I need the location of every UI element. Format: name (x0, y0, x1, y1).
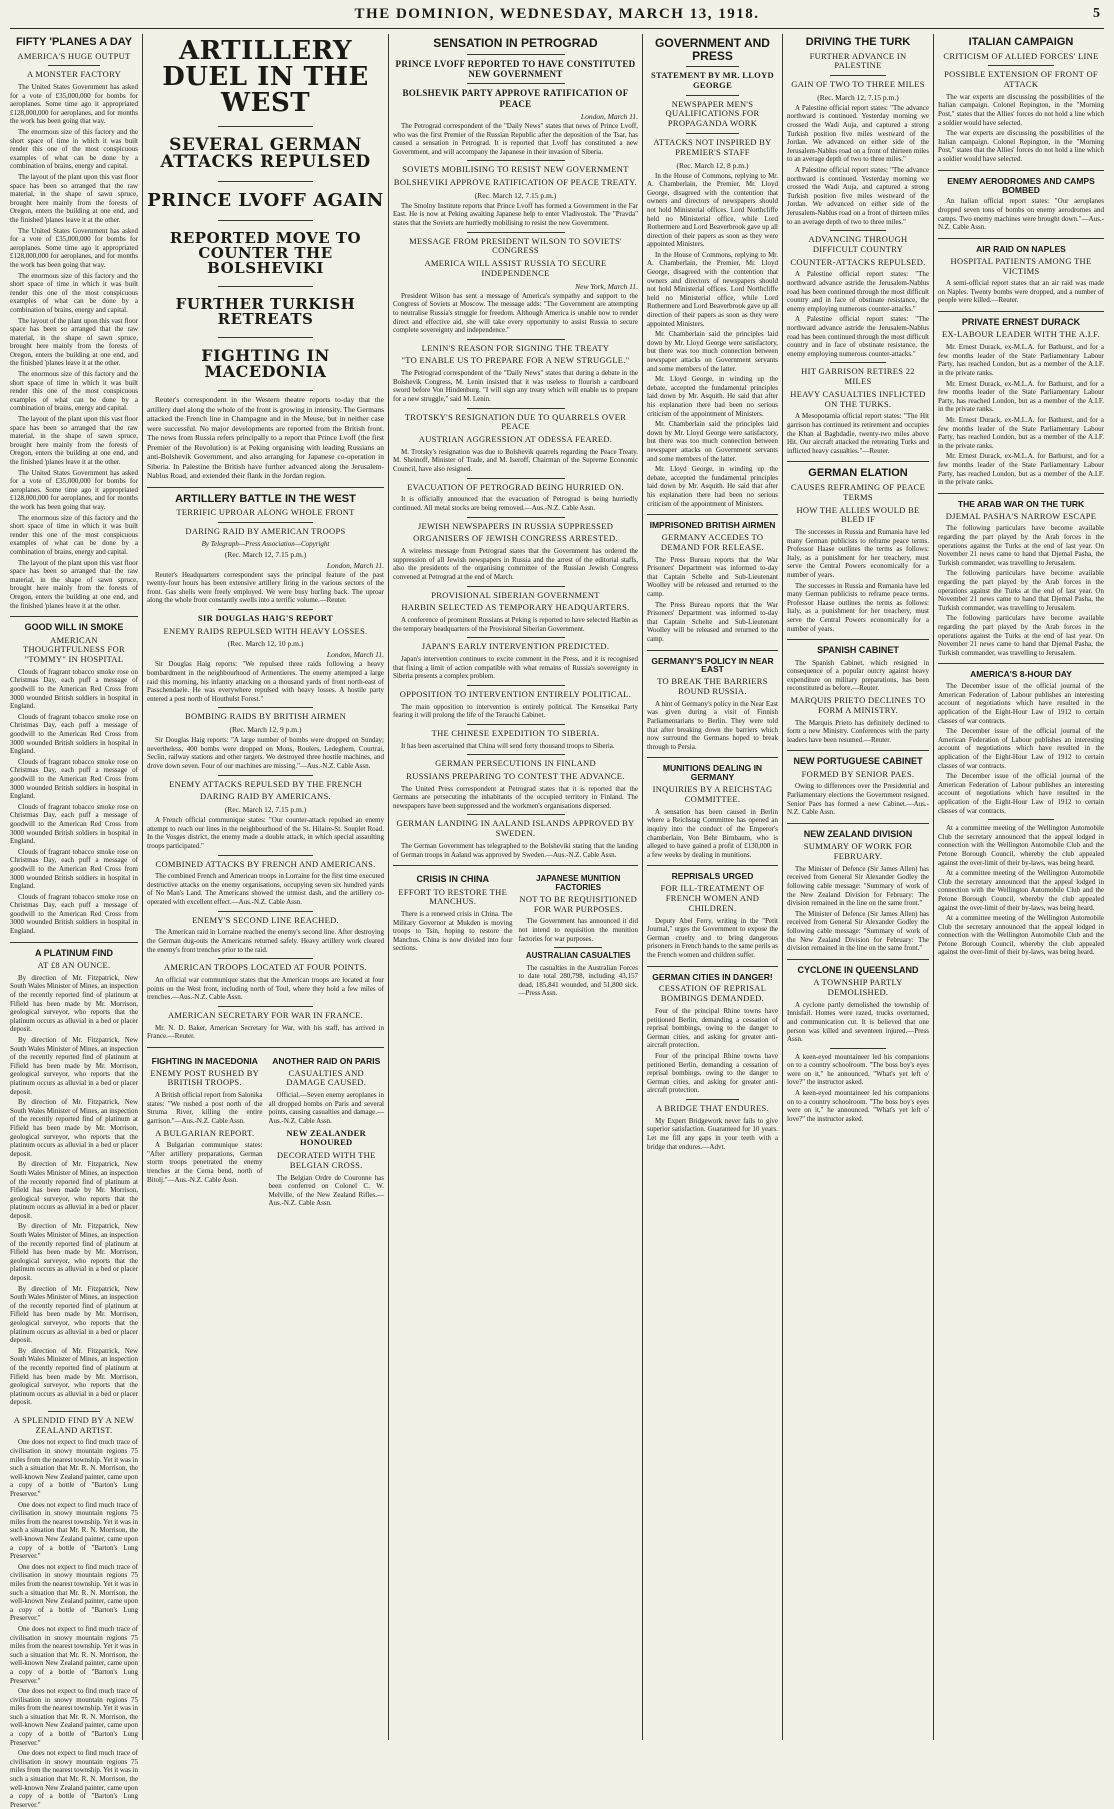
subheading: INQUIRIES BY A REICHSTAG COMMITTEE. (652, 784, 773, 805)
article-paragraph: Japan's intervention continues to excite comment in the Press, and it is recognised that fixing a limit of action compatible with what remains of Russia's sovereignty in Siberia presents a complex problem. (393, 655, 638, 681)
subheading: AMERICA WILL ASSIST RUSSIA TO SECURE INDEPENDENCE (424, 258, 607, 278)
article-paragraph: Clouds of fragrant tobacco smoke rose on Christmas Day, each puff a message of goodwill to the American Red Cross from 3000 wounded British soldiers in hospital in England. (10, 667, 138, 711)
article-paragraph: Official.—Seven enemy aeroplanes in all dropped bombs on Paris and several points, causing casualties and damage.—Aus.-N.Z. Cable Assn. (268, 1091, 384, 1125)
subheading: A TOWNSHIP PARTLY DEMOLISHED. (813, 977, 903, 997)
subheading: AMERICAN THOUGHTFULNESS FOR "TOMMY" IN HOSPITAL (23, 634, 125, 665)
subheading: BOLSHEVIKI APPROVE RATIFICATION OF PEACE TREATY. (393, 177, 638, 188)
subheading: HARBIN SELECTED AS TEMPORARY HEADQUARTERS. (401, 602, 630, 613)
article-paragraph: Mr. Ernest Durack, ex-M.L.A. for Bathurst, and for a few months leader of the State Parliamentary Labour Party, has reached London, but as a member of the A.I.F. in the private ranks. (938, 452, 1104, 487)
article-paragraph: Clouds of fragrant tobacco smoke rose on Christmas Day, each puff a message of goodwill to the American Red Cross from 3000 wounded British soldiers in hospital in England. (10, 757, 138, 801)
article-paragraph: By direction of Mr. Fitzpatrick, New South Wales Minister of Mines, an inspection of the recently reported find of platinum at Fifield has been made by Mr. Morrison, geological surveyor, who reports that the platinum occurs as alluvial in a bed or placer deposit. (10, 1160, 138, 1220)
article-paragraph: The Smolny Institute reports that Prince Lvoff has formed a Government in the Far East. He is now at Peking awaiting Japanese help to enter Vladivostok. The "Pravda" states that the Soviets are hurriedly mobilising to resist the new Government. (393, 201, 638, 228)
article-paragraph: In the House of Commons, replying to Mr. A. Chamberlain, the Premier, Mr. Lloyd George, disagreed with the contention that owners and directors of newspapers should not hold Ministerial offices. Lord Northcliffe held no Ministerial office, while Lord Rothermere and Lord Beaverbrook gave up all direction of their papers as soon as they were appointed Ministers. (647, 250, 778, 328)
article-paragraph: The successes in Russia and Rumania have led many German publicists to reframe peace terms. Professor Haase outlines the terms as follows: Italy, as a punishment for her treachery, must serve the Central Powers economically for a number of years. (787, 581, 929, 633)
subheading: A BRIDGE THAT ENDURES. (655, 1102, 770, 1113)
article-paragraph: A keen-eyed mountaineer led his companions on to a country schoolroom. "The boss boy's eyes were on it," he announced. "What's yet left o' love?" the instructor asked. (787, 1052, 929, 1087)
article-paragraph: The German Government has telegraphed to the Bolsheviki stating that the landing of German troops in Aaland was approved by Sweden.—Aus.-N.Z. Cable Assn. (393, 841, 638, 859)
subheading: A MONSTER FACTORY (26, 69, 122, 80)
article-paragraph: Clouds of fragrant tobacco smoke rose on Christmas Day, each puff a message of goodwill to the American Red Cross from 3000 wounded British soldiers in hospital in England. (10, 712, 138, 756)
received-date: (Rec. March 12, 7.15 p.m.) (224, 805, 307, 815)
column-5 (787, 34, 929, 1740)
headline: ENEMY AERODROMES AND CAMPS BOMBED (947, 175, 1095, 195)
article-paragraph: The United Press correspondent at Petrograd states that it is reported that the Germans are persecuting the inhabitants of the occupied territory in Finland. The newspapers have been suppressed and the workmen's organisations dispersed. (393, 784, 638, 810)
fighting-macedonia-box (147, 1054, 263, 1210)
article-paragraph: Mr. Chamberlain said the principles laid down by Mr. Lloyd George were satisfactory, but there was too much connection between newspaper attacks on Government servants and some members of the latter. (647, 420, 778, 463)
subheading: "TO ENABLE US TO PREPARE FOR A NEW STRUGGLE." (401, 355, 630, 366)
crisis-china-box (393, 872, 513, 1000)
article-paragraph: It is officially announced that the evacuation of Petrograd is being hurriedly continued. All metal stocks are being removed.—Aus.-N.Z. Cable Assn. (393, 495, 638, 513)
main-headline: SEVERAL GERMAN ATTACKS REPULSED (160, 135, 371, 172)
column-rule (142, 34, 143, 1740)
bottom-boxes (393, 872, 638, 1000)
article-paragraph: Mr. Ernest Durack, ex-M.L.A. for Bathurst, and for a few months leader of the State Parliamentary Labour Party, has reached London, but as a member of the A.I.F. in the private ranks. (938, 343, 1104, 378)
subheading: ENEMY POST RUSHED BY BRITISH TROOPS. (150, 1067, 260, 1088)
subheading: DJEMAL PASHA'S NARROW ESCAPE (945, 510, 1097, 521)
article-paragraph: The Minister of Defence (Sir James Allen) has received from General Sir Alexander Godley the following cable message: "Summary of work of the New Zealand Division for February: The division remained in the line on the same front." (787, 864, 929, 908)
headline: ANOTHER RAID ON PARIS (272, 1055, 381, 1066)
headline: GERMAN CITIES IN DANGER! (652, 971, 773, 982)
article-paragraph: The layout of the plant upon this vast floor space has been so arranged that the raw material, in the shape of sawn spruce, brought here mainly from the forests of Oregon, enters the building at one end, and the finished 'planes leave it at the other. (10, 415, 138, 467)
article-paragraph: The Spanish Cabinet, which resigned in consequence of a popular outcry against heavy expenditure on military preparations, has been reconstituted as before.—Reuter. (787, 658, 929, 693)
article-paragraph: My Expert Bridgework never fails to give superior satisfaction. Guaranteed for 10 years. Let me fill any gaps in your teeth with a bridge that endures.—Advt. (647, 1116, 778, 1151)
subheading: PROVISIONAL SIBERIAN GOVERNMENT (431, 589, 600, 600)
article-paragraph: A Bulgarian communique states: "After artillery preparations, German storm troops penetrated the enemy trenches at the Cerna bend, north of Bitolj."—Aus.-N.Z. Cable Assn. (147, 1141, 263, 1184)
article-paragraph: Deputy Abel Ferry, writing in the "Petit Journal," urges the Government to expose the German cruelty and to bring dangerous prisoners in French hands to the same perils as the French women and children suffer. (647, 916, 778, 959)
headline: IMPRISONED BRITISH AIRMEN (649, 520, 776, 531)
headline: AIR RAID ON NAPLES (976, 243, 1066, 254)
article-paragraph: A Mesopotamia official report states: "The Hit garrison has continued its retirement and occupies the Khan al Baghdadie, twenty-two miles above Hit. Our aircraft attacked the retreating Turks and inflicted heavy casualties."—Reuter. (787, 412, 929, 455)
subheading: AMERICAN TROOPS LOCATED AT FOUR POINTS. (163, 962, 368, 973)
subheading: GERMANY ACCEDES TO DEMAND FOR RELEASE. (660, 532, 765, 552)
article-paragraph: A Palestine official report states: "The northward advance astride the Jerusalem-Nablus road has been continued through the most difficult country and in face of obstinate resistance, the enemy employing numerous counter-attacks." (787, 270, 929, 313)
main-headline: FURTHER TURKISH RETREATS (175, 295, 356, 328)
article-paragraph: The Petrograd correspondent of the "Daily News" states that news of Prince Lvoff, who was the first Premier of the Russian Republic after the deposition of the Tsar, has caused a sensation in Petrograd. It is reported that Lvoff has constituted a new Government, and will accompany the Japanese in their invasion of Siberia. (393, 121, 638, 156)
subheading: TERRIFIC UPROAR ALONG WHOLE FRONT (176, 507, 355, 518)
subheading: EX-LABOUR LEADER WITH THE A.I.F. (941, 329, 1101, 340)
intro-paragraph: Reuter's correspondent in the Western theatre reports to-day that the artillery duel along the whole of the front is growing in intensity. The Germans attacked the French line in Champagne and in the Meuse, but in neither case were successful. No major developments are reported from the British front. The news from Russia refers principally to a report that Prince Lvoff (the first Premier of the Revolution) is at Peking organising with leading Russians an anti-Bolshevik Government, and also arranging for Japanese co-operation in Siberia. In Palestine the British have further advanced along the Jerusalem-Nablus Road, and extended their flank in the Jordan region. (147, 395, 384, 480)
headline: THE ARAB WAR ON THE TURK (957, 498, 1085, 509)
article-paragraph: By direction of Mr. Fitzpatrick, New South Wales Minister of Mines, an inspection of the recently reported find of platinum at Fifield has been made by Mr. Morrison, geological surveyor, who reports that the platinum occurs as alluvial in a bed or placer deposit. (10, 1098, 138, 1158)
article-paragraph: A Palestine official report states: "The advance northward is continued. Yesterday morning we crossed the Wadi Auja, and captured a strong Turkish position five miles westward of the Jordan. We advanced on either side of the Jerusalem-Nablus road on a front of thirteen miles to an average depth of two to three miles." (787, 166, 929, 226)
column-rule (388, 34, 389, 1740)
article-paragraph: The following particulars have become available regarding the part played by the Arab forces in the operations against the Turks at the end of last year. On November 21 news came to hand that Djemal Pasha, the Turkish commander, was travelling to Jerusalem. (938, 614, 1104, 657)
column-6 (938, 34, 1104, 1740)
article-paragraph: The following particulars have become available regarding the part played by the Arab forces in the operations against the Turks at the end of last year. On November 21 news came to hand that Djemal Pasha, the Turkish commander, was travelling to Jerusalem. (938, 569, 1104, 612)
subheading: A BULGARIAN REPORT. (155, 1127, 255, 1138)
article-paragraph: By direction of Mr. Fitzpatrick, New South Wales Minister of Mines, an inspection of the recently reported find of platinum at Fifield has been made by Mr. Morrison, geological surveyor, who reports that the platinum occurs as alluvial in a bed or placer deposit. (10, 973, 138, 1034)
article-paragraph: At a committee meeting of the Wellington Automobile Club the secretary announced that the appeal lodged in connection with the Wellington Automobile Club and the Petone Borough Council, whereby the club appealed against the over-limit of their by-laws, was being heard. (938, 869, 1104, 912)
subheading: CESSATION OF REPRISAL BOMBINGS DEMANDED. (658, 983, 767, 1004)
subheading: GAIN OF TWO TO THREE MILES (791, 79, 925, 90)
page-number: 5 (1093, 6, 1100, 21)
received-date: (Rec. March 12, 7.15 p.m.) (474, 190, 557, 200)
subheading: CAUSES REFRAMING OF PEACE TERMS (790, 481, 926, 502)
article-paragraph: Mr. Ernest Durack, ex-M.L.A. for Bathurst, and for a few months leader of the State Parliamentary Labour Party, has reached London, but as a member of the A.I.F. in the private ranks. (938, 416, 1104, 450)
article-paragraph: In the House of Commons, replying to Mr. A. Chamberlain, the Premier, Mr. Lloyd George, disagreed with the contention that owners and directors of newspapers should not hold Ministerial offices. Lord Northcliffe held no Ministerial office, while Lord Rothermere and Lord Beaverbrook gave up all direction of their papers as soon as they were appointed Ministers. (647, 171, 778, 249)
article-paragraph: Reuter's Headquarters correspondent says the principal feature of the past twenty-four hours has been extensive artillery firing in the various sectors of the front. Gas shells were freely employed. We were busy hurling back. The uproar along the whole front constantly swells into a terrific volume.—Reuter. (147, 570, 384, 605)
headline: DRIVING THE TURK (805, 36, 911, 48)
main-headline: ARTILLERY DUEL IN THE WEST (162, 36, 369, 118)
column-rule (933, 34, 934, 1740)
article-paragraph: The December issue of the official journal of the American Federation of Labour publishes an interesting account of negotiations which have resulted in the application of the Eight-Hour Law of 1912 to certain classes of war contracts. (938, 727, 1104, 770)
column-4 (647, 34, 778, 1740)
dateline: London, March 11. (580, 111, 638, 121)
headline: ARTILLERY BATTLE IN THE WEST (175, 492, 356, 505)
article-paragraph: The layout of the plant upon this vast floor space has been so arranged that the raw material, in the shape of sawn spruce, brought here mainly from the forests of Oregon, enters the building at one end, and the finished 'planes leave it at the other. (10, 558, 138, 610)
subheading: ENEMY'S SECOND LINE REACHED. (192, 914, 339, 925)
article-paragraph: President Wilson has sent a message of America's sympathy and support to the Congress of Soviets at Moscow. The message adds: "The Government are attempting to neutralise Russia's struggle for freedom. Although America is unable now to render direct and effective aid, she will take every opportunity to assist Russia to secure complete sovereignty and independence." (393, 291, 638, 335)
subheading: AT £8 AN OUNCE. (37, 960, 111, 971)
subheading: NEWSPAPER MEN'S QUALIFICATIONS FOR PROPAGANDA WORK (665, 98, 760, 129)
subheading: BOLSHEVIK PARTY APPROVE RATIFICATION OF PEACE (402, 88, 629, 109)
article-paragraph: The Belgian Ordre de Couronne has been conferred on Colonel C. W. Melville, of the New Zealand Rifles.—Aus.-N.Z. Cable Assn. (268, 1173, 384, 1208)
article-paragraph: It has been ascertained that China will send forty thousand troops to Siberia. (401, 741, 615, 750)
subheading: EVACUATION OF PETROGRAD BEING HURRIED ON. (407, 481, 624, 492)
article-paragraph: An official war communique states that the American troops are located at four points on the West front, including north of Toul, where they hold a few miles of trenches.—Aus.-N.Z. Cable Assn. (147, 975, 384, 1002)
article-paragraph: Mr. N. D. Baker, American Secretary for War, with his staff, has arrived in France.—Reuter. (147, 1023, 384, 1041)
article-paragraph: The United States Government has asked for a vote of £35,000,000 for bombs for aeroplanes. Some time ago it appropriated £128,000,000 for aeroplanes, and for months the work has been going that way. (10, 468, 138, 511)
main-headline: FIGHTING IN MACEDONIA (201, 346, 330, 381)
subheading: STATEMENT BY MR. LLOYD GEORGE (651, 70, 774, 90)
article-paragraph: M. Trotsky's resignation was due to Bolshevik quarrels regarding the Peace Treaty. M. Sheinoff, Minister of Trade, and M. Iseroff, Chairman of the Supreme Economic Council, have also resigned. (393, 447, 638, 474)
article-paragraph: A British official report from Salonika states: "We rushed a post north of the Struma River, killing the entire garrison."—Aus.-N.Z. Cable Assn. (147, 1091, 263, 1125)
article-paragraph: The successes in Russia and Rumania have led many German publicists to reframe peace terms. Professor Haase outlines the terms as follows: Italy, as a punishment for her treachery, must serve the Central Powers economically for a number of years. (787, 528, 929, 579)
article-paragraph: By direction of Mr. Fitzpatrick, New South Wales Minister of Mines, an inspection of the recently reported find of platinum at Fifield has been made by Mr. Morrison, geological surveyor, who reports that the platinum occurs as alluvial in a bed or placer deposit. (10, 1346, 138, 1407)
article-paragraph: One does not expect to find much trace of civilisation in snowy mountain regions 75 miles from the nearest township. Yet it was in such a situation that Mr. R. N. Morrison, the well-known New Zealand painter, came upon a copy of a bottle of "Barton's Lung Preserver." (10, 1500, 138, 1561)
received-date: (Rec. March 12, 9 p.m.) (229, 725, 302, 735)
received-date: (Rec. March 12, 7.15 p.m.) (224, 549, 307, 559)
headline: MUNITIONS DEALING IN GERMANY (662, 763, 763, 783)
headline: SPANISH CABINET (817, 645, 899, 656)
subheading: ENEMY RAIDS REPULSED WITH HEAVY LOSSES. (163, 625, 368, 636)
article-paragraph: The December issue of the official journal of the American Federation of Labour publishes an interesting account of negotiations which have resulted in the application of the Eight-Hour Law of 1912 to certain classes of war contracts. (938, 772, 1104, 815)
subheading: ORGANISERS OF JEWISH CONGRESS ARRESTED. (413, 533, 618, 544)
article-paragraph: A Palestine official report states: "The advance northward is continued. Yesterday morning we crossed the Wadi Auja, and captured a strong Turkish position five miles westward of the Jordan. We advanced on either side of the Jerusalem-Nablus road on a front of thirteen miles to an average depth of two to three miles." (787, 103, 929, 164)
dateline: London, March 11. (326, 650, 384, 660)
headline: NEW ZEALAND DIVISION (803, 828, 913, 839)
subheading: NEW ZEALANDER HONOURED (286, 1127, 367, 1148)
article-paragraph: The casualties in the Australian Forces to date total 280,798, including 43,157 dead, 185,841 wounded, and 51,800 sick.—Press Assn. (518, 963, 638, 998)
subheading: JAPAN'S EARLY INTERVENTION PREDICTED. (421, 641, 610, 652)
article-paragraph: The Press Bureau reports that the War Prisoners' Department was informed to-day that Captain Schelte and Sub-Lieutenant Woolley will be released and returned to the camp. (647, 555, 778, 598)
article-paragraph: The United States Government has asked for a vote of £35,000,000 for bombs for aeroplanes. Some time ago it appropriated £128,000,000 for aeroplanes, and for months the work has been going that way. (10, 226, 138, 269)
subheading: SOVIETS MOBILISING TO RESIST NEW GOVERNMENT (402, 164, 629, 175)
article-paragraph: The Minister of Defence (Sir James Allen) has received from General Sir Alexander Godley the following cable message: "Summary of work of the New Zealand Division for February: The division remained in the line on the same front." (787, 909, 929, 953)
article-paragraph: Mr. Chamberlain said the principles laid down by Mr. Lloyd George were satisfactory, but there was too much connection between newspaper attacks on Government servants and some members of the latter. (647, 330, 778, 373)
article-paragraph: Four of the principal Rhine towns have petitioned Berlin, demanding a cessation of reprisal bombings, owing to the danger to German cities, and asking for greater anti-aircraft protection. (647, 1051, 778, 1095)
article-paragraph: Sir Douglas Haig reports: "A large number of bombs were dropped on Sunday; nevertheless, 400 bombs were dropped on Mons, Roulers, Ledeghem, Courtrai, Seclin, railway stations and other targets. We destroyed three hostile machines, and drove down seven. Four of our machines are missing."—Aus.-N.Z. Cable Assn. (147, 736, 384, 770)
article-paragraph: The American raid in Lorraine reached the enemy's second line. After destroying the German dug-outs the Americans returned safely. Heavy artillery work cleared the enemy's front trenches prior to the raid. (147, 928, 384, 954)
article-paragraph: One does not expect to find much trace of civilisation in snowy mountain regions 75 miles from the nearest township. Yet it was in such a situation that Mr. R. N. Morrison, the well-known New Zealand painter, came upon a copy of a bottle of "Barton's Lung Preserver." (10, 1624, 138, 1685)
article-paragraph: At a committee meeting of the Wellington Automobile Club the secretary announced that the appeal lodged in connection with the Wellington Automobile Club and the Petone Borough Council, whereby the club appealed against the over-limit of their by-laws, was being heard. (938, 824, 1104, 867)
headline: JAPANESE MUNITION FACTORIES (536, 874, 621, 892)
article-paragraph: The war experts are discussing the possibilities of the Italian campaign. Colonel Repington, in the "Morning Post," states that the Allies' forces do not hold a line which a soldier would have selected. (938, 92, 1104, 127)
subheading: PRINCE LVOFF REPORTED TO HAVE CONSTITUTED NEW GOVERNMENT (395, 58, 636, 79)
subheading: FOR ILL-TREATMENT OF FRENCH WOMEN AND CHILDREN. (660, 883, 765, 913)
headline: GOOD WILL IN SMOKE (24, 622, 124, 633)
main-headline: REPORTED MOVE TO COUNTER THE BOLSHEVIKI (169, 229, 362, 277)
subheading: HIT GARRISON RETIRES 22 MILES (801, 366, 915, 387)
article-paragraph: The Press Bureau reports that the War Prisoners' Department was informed to-day that Captain Schelte and Sub-Lieutenant Woolley will be released and returned to the camp. (647, 600, 778, 643)
subheading: CASUALTIES AND DAMAGE CAUSED. (286, 1067, 367, 1088)
article-paragraph: A keen-eyed mountaineer led his companions on to a country schoolroom. "The boss boy's eyes were on it," he announced. "What's yet left o' love?" the instructor asked. (787, 1089, 929, 1123)
column-rule (782, 34, 783, 1740)
subheading: SIR DOUGLAS HAIG'S REPORT (198, 612, 333, 623)
article-paragraph: The main opposition to intervention is entirely political. The Kenseikai Party fearing it will prolong the life of the Terauchi Cabinet. (393, 702, 638, 720)
article-paragraph: A wireless message from Petrograd states that the Government has ordered the suppression of all Jewish newspapers in Russia and the arrest of the editorial staffs, also the presidents of the organising committee of the Russian Jewish Congress convened at Petrograd at the end of March. (393, 547, 638, 581)
headline: SENSATION IN PETROGRAD (433, 36, 598, 50)
raid-paris-box (269, 1054, 385, 1210)
article-paragraph: The enormous size of this factory and the short space of time in which it was built render this one of the most conspicuous examples of what can be done by a combination of brains, energy and capital. (10, 370, 138, 413)
article-paragraph: A hint of Germany's policy in the Near East was given during a visit of Finnish Parliamentarians to Berlin. They were told that after breaking down the barriers which now surround the Germans hoped to break through to Persia. (647, 699, 778, 751)
article-paragraph: A sensation has been caused in Berlin where a Reichstag Committee has opened an inquiry into the conduct of the Emperor's chamberlain, Von Behr Birnbaum, who is alleged to have gained a profit of £130,000 in a few weeks by dealing in munitions. (647, 807, 778, 859)
byline: By Telegraph—Press Association—Copyright (201, 539, 330, 548)
subheading: HOW THE ALLIES WOULD BE BLED IF (796, 504, 920, 525)
article-paragraph: By direction of Mr. Fitzpatrick, New South Wales Minister of Mines, an inspection of the recently reported find of platinum at Fifield has been made by Mr. Morrison, geological surveyor, who reports that the platinum occurs as alluvial in a bed or placer deposit. (10, 1036, 138, 1096)
subheading: OPPOSITION TO INTERVENTION ENTIRELY POLITICAL. (399, 688, 632, 699)
article-paragraph: The enormous size of this factory and the short space of time in which it was built render this one of the most conspicuous examples of what can be done by a combination of brains, energy and capital. (10, 513, 138, 556)
article-paragraph: A conference of prominent Russians at Peking is reported to have selected Harbin as the temporary headquarters of the Provisional Siberian Government. (393, 616, 638, 633)
article-paragraph: An Italian official report states: "Our aeroplanes dropped seven tons of bombs on enemy aerodromes and camps. Two enemy machines were brought down."—Aus.-N.Z. Cable Assn. (938, 197, 1104, 232)
column-rule (642, 34, 643, 1740)
subheading: MESSAGE FROM PRESIDENT WILSON TO SOVIETS' CONGRESS (409, 235, 622, 256)
subheading: DARING RAID BY AMERICAN TROOPS (185, 525, 346, 536)
received-date: (Rec. March 12, 7.15 p.m.) (817, 92, 899, 102)
subheading: ADVANCING THROUGH DIFFICULT COUNTRY (808, 234, 908, 254)
article-paragraph: Mr. Lloyd George, in winding up the debate, accepted the fundamental principles laid down by Mr. Asquith. He said that after his explanation there had been no serious criticism of the appointment of Ministers. (647, 465, 778, 508)
article-paragraph: Mr. Ernest Durack, ex-M.L.A. for Bathurst, and for a few months leader of the State Parliamentary Labour Party, has reached London, but as a member of the A.I.F. in the private ranks. (938, 379, 1104, 414)
subheading: GERMAN PERSECUTIONS IN FINLAND (435, 758, 596, 769)
subheading: ATTACKS NOT INSPIRED BY PREMIER'S STAFF (653, 137, 772, 157)
headline: CRISIS IN CHINA (416, 874, 489, 885)
article-paragraph: The layout of the plant upon this vast floor space has been so arranged that the raw material, in the shape of sawn spruce, brought here mainly from the forests of Oregon, enters the building at one end, and the finished 'planes leave it at the other. (10, 173, 138, 224)
columns (10, 34, 1104, 1809)
article-paragraph: A French official communique states: "Our counter-attack repulsed an enemy attempt to reach our lines in the neighbourhood of the St. Hilaire-St. Souplet Road. In the Vosges district, the enemy made a double attack, in which special assaulting troops participated." (147, 816, 384, 850)
article-paragraph: One does not expect to find much trace of civilisation in snowy mountain regions 75 miles from the nearest township. Yet it was in such a situation that Mr. R. N. Morrison, the well-known New Zealand painter, came upon a copy of a bottle of "Barton's Lung Preserver." (10, 1749, 138, 1809)
headline: GERMANY'S POLICY IN NEAR EAST (651, 655, 774, 675)
subheading: TO BREAK THE BARRIERS ROUND RUSSIA. (657, 676, 768, 697)
subheading: LENIN'S REASON FOR SIGNING THE TREATY (421, 342, 610, 353)
subheading: EFFORT TO RESTORE THE MANCHUS. (398, 886, 508, 907)
article-paragraph: There is a renewed crisis in China. The Military Governor at Mukden is moving troops to Tsin, hoping to restore the Manchus. China is now divided into four sections. (393, 910, 513, 953)
subheading: JEWISH NEWSPAPERS IN RUSSIA SUPPRESSED (417, 520, 614, 531)
received-date: (Rec. March 12, 10 p.m.) (227, 639, 304, 649)
article-paragraph: Four of the principal Rhine towns have petitioned Berlin, demanding a cessation of reprisal bombings, owing to the danger to German cities, and asking for greater anti-aircraft protection. (647, 1007, 778, 1050)
subheading: FORMED BY SENIOR PAES. (801, 768, 915, 779)
article-paragraph: By direction of Mr. Fitzpatrick, New South Wales Minister of Mines, an inspection of the recently reported find of platinum at Fifield has been made by Mr. Morrison, geological surveyor, who reports that the platinum occurs as alluvial in a bed or placer deposit. (10, 1284, 138, 1345)
subheading: AMERICA'S HUGE OUTPUT (17, 50, 131, 61)
headline: PRIVATE ERNEST DURACK (961, 317, 1081, 328)
article-paragraph: At a committee meeting of the Wellington Automobile Club the secretary announced that the appeal lodged in connection with the Wellington Automobile Club and the Petone Borough Council, whereby the club appealed against the over-limit of their by-laws, was being heard. (938, 914, 1104, 957)
article-paragraph: The enormous size of this factory and the short space of time in which it was built render this one of the most conspicuous examples of what can be done by a combination of brains, energy and capital. (10, 128, 138, 171)
article-paragraph: The December issue of the official journal of the American Federation of Labour publishes an interesting account of negotiations which have resulted in the application of the Eight-Hour Law of 1912 to certain classes of war contracts. (938, 682, 1104, 725)
subheading: HEAVY CASUALTIES INFLICTED ON THE TURKS. (790, 388, 926, 409)
subheading: NOT TO BE REQUISITIONED FOR WAR PURPOSES. (519, 893, 638, 914)
article-paragraph: A cyclone partly demolished the township of Innisfail. Homes were razed, trucks overturned, and communication cut. It is believed that one person was killed and seventeen injured.—Press Assn. (787, 1000, 929, 1044)
subheading: DARING RAID BY AMERICANS. (200, 791, 331, 802)
headline: NEW PORTUGUESE CABINET (793, 756, 923, 767)
subheading: RUSSIANS PREPARING TO CONTEST THE ADVANCE. (406, 770, 625, 781)
subheading: POSSIBLE EXTENSION OF FRONT OF ATTACK (944, 69, 1098, 90)
article-paragraph: Owing to differences over the Presidential and Parliamentary elections the Government resigned. Senior Paes has formed a new Cabinet.—Aus.-N.Z. Cable Assn. (787, 782, 929, 817)
article-paragraph: The United States Government has asked for a vote of £35,000,000 for bombs for aeroplanes. Some time ago it appropriated £128,000,000 for aeroplanes, and for months the work has been going that way. (10, 83, 138, 126)
headline: AMERICA'S 8-HOUR DAY (970, 669, 1072, 680)
subheading: AUSTRIAN AGGRESSION AT ODESSA FEARED. (418, 434, 613, 445)
headline: ITALIAN CAMPAIGN (968, 36, 1074, 48)
article-paragraph: Clouds of fragrant tobacco smoke rose on Christmas Day, each puff a message of goodwill to the American Red Cross from 3000 wounded British soldiers in hospital in England. (10, 847, 138, 891)
subheading: COMBINED ATTACKS BY FRENCH AND AMERICANS. (155, 858, 376, 869)
article-paragraph: A Palestine official report states: "The northward advance astride the Jerusalem-Nablus road has been continued through the most difficult country and in face of obstinate resistance, the enemy employing numerous counter-attacks." (787, 315, 929, 358)
headline: GERMAN ELATION (808, 467, 908, 480)
article-paragraph: A semi-official report states that an air raid was made on Naples. Twenty bombs were dropped, and a number of people were killed.—Reuter. (938, 279, 1104, 305)
headline: A PLATINUM FIND (35, 947, 113, 958)
headline: FIFTY 'PLANES A DAY (15, 36, 133, 48)
subheading: CRITICISM OF ALLIED FORCES' LINE (943, 50, 1099, 61)
article-paragraph: One does not expect to find much trace of civilisation in snowy mountain regions 75 miles from the nearest township. Yet it was in such a situation that Mr. R. N. Morrison, the well-known New Zealand painter, came upon a copy of a bottle of "Barton's Lung Preserver." (10, 1562, 138, 1623)
subheading: A SPLENDID FIND BY A NEW ZEALAND ARTIST. (13, 1414, 135, 1435)
main-headline: PRINCE LVOFF AGAIN (147, 190, 384, 211)
subheading: GERMAN LANDING IN AALAND ISLANDS APPROVED BY SWEDEN. (396, 818, 635, 839)
subheading: BOMBING RAIDS BY BRITISH AIRMEN (184, 711, 347, 722)
headline: GOVERNMENT AND PRESS (655, 36, 770, 63)
article-paragraph: Clouds of fragrant tobacco smoke rose on Christmas Day, each puff a message of goodwill to the American Red Cross from 3000 wounded British soldiers in hospital in England. (10, 892, 138, 936)
article-paragraph: One does not expect to find much trace of civilisation in snowy mountain regions 75 miles from the nearest township. Yet it was in such a situation that Mr. R. N. Morrison, the well-known New Zealand painter, came upon a copy of a bottle of "Barton's Lung Preserver." (10, 1687, 138, 1747)
column-2 (147, 34, 384, 1740)
dateline: London, March 11. (326, 560, 384, 570)
headline: FIGHTING IN MACEDONIA (151, 1055, 258, 1066)
article-paragraph: The combined French and American troops in Lorraine for the first time executed destructive attacks on the enemy organisations, occupying seven six hundred yards of No Man's Land. The Americans showed the utmost dash, and the artillery co-operated with excellent effect.—Aus.-N.Z. Cable Assn. (147, 872, 384, 907)
subheading: AMERICAN SECRETARY FOR WAR IN FRANCE. (167, 1009, 364, 1020)
subheading: HOSPITAL PATIENTS AMONG THE VICTIMS (950, 255, 1092, 276)
dateline: New York, March 11. (575, 281, 638, 291)
subheading: TROTSKY'S RESIGNATION DUE TO QUARRELS OVER PEACE (404, 411, 627, 432)
headline: AUSTRALIAN CASUALTIES (525, 951, 631, 961)
subheading: THE CHINESE EXPEDITION TO SIBERIA. (431, 727, 600, 738)
subheading: COUNTER-ATTACKS REPULSED. (790, 256, 926, 267)
article-paragraph: One does not expect to find much trace of civilisation in snowy mountain regions 75 miles from the nearest township. Yet it was in such a situation that Mr. R. N. Morrison, the well-known New Zealand painter, came upon a copy of a bottle of "Barton's Lung Preserver." (10, 1438, 138, 1499)
bottom-boxes (147, 1054, 384, 1210)
subheading: MARQUIS PRIETO DECLINES TO FORM A MINISTRY. (790, 694, 926, 715)
subheading: FURTHER ADVANCE IN PALESTINE (809, 50, 907, 71)
headline: CYCLONE IN QUEENSLAND (797, 964, 919, 975)
column-3 (393, 34, 638, 1740)
masthead-title: THE DOMINION, WEDNESDAY, MARCH 13, 1918. (354, 5, 760, 22)
japanese-munitions-box (519, 872, 639, 1000)
article-paragraph: The enormous size of this factory and the short space of time in which it was built render this one of the most conspicuous examples of what can be done by a combination of brains, energy and capital. (10, 271, 138, 314)
article-paragraph: The Marquis Prieto has definitely declined to form a new Ministry. Conferences with the party leaders have been resumed.—Reuter. (787, 718, 929, 744)
column-1 (10, 34, 138, 1809)
subheading: ENEMY ATTACKS REPULSED BY THE FRENCH (169, 778, 362, 789)
article-paragraph: Sir Douglas Haig reports: "We repulsed three raids following a heavy bombardment in the neighbourhood of Armentieres. The enemy attempted a large raid this morning, his infantry attacking on a thousand yards of front north-east of Passchendaele. He was everywhere repulsed with heavy losses. A hostile party entered a post north of Houthulst Forest." (147, 660, 384, 703)
subheading: DECORATED WITH THE BELGIAN CROSS. (276, 1150, 376, 1170)
article-paragraph: By direction of Mr. Fitzpatrick, New South Wales Minister of Mines, an inspection of the recently reported find of platinum at Fifield has been made by Mr. Morrison, geological surveyor, who reports that the platinum occurs as alluvial in a bed or placer deposit. (10, 1222, 138, 1283)
received-date: (Rec. March 12, 8 p.m.) (676, 160, 749, 170)
article-paragraph: Mr. Lloyd George, in winding up the debate, accepted the fundamental principles laid down by Mr. Asquith. He said that after his explanation there had been no serious criticism of the appointment of Ministers. (647, 375, 778, 418)
article-paragraph: Clouds of fragrant tobacco smoke rose on Christmas Day, each puff a message of goodwill to the American Red Cross from 3000 wounded British soldiers in hospital in England. (10, 802, 138, 846)
subheading: SUMMARY OF WORK FOR FEBRUARY. (803, 841, 913, 862)
newspaper-page (10, 0, 1104, 1809)
article-paragraph: The layout of the plant upon this vast floor space has been so arranged that the raw material, in the shape of sawn spruce, brought here mainly from the forests of Oregon, enters the building at one end, and the finished 'planes leave it at the other. (10, 316, 138, 368)
article-paragraph: The following particulars have become available regarding the part played by the Arab forces in the operations against the Turks at the end of last year. On November 21 news came to hand that Djemal Pasha, the Turkish commander, was travelling to Jerusalem. (938, 524, 1104, 567)
headline: REPRISALS URGED (671, 871, 754, 882)
article-paragraph: The Petrograd correspondent of the "Daily News" states that during a debate in the Bolshevik Congress, M. Lenin insisted that it was useless to flourish a cardboard sword before Von Hindenburg. "I will sign any treaty which will enable us to prepare for a new struggle," said M. Lenin. (393, 369, 638, 403)
article-paragraph: The Government has announced it did not intend to requisition the munition factories for war purposes. (518, 917, 638, 943)
masthead (10, 0, 1104, 29)
article-paragraph: The war experts are discussing the possibilities of the Italian campaign. Colonel Repington, in the "Morning Post," states that the Allies' forces do not hold a line which a soldier would have selected. (938, 129, 1104, 163)
